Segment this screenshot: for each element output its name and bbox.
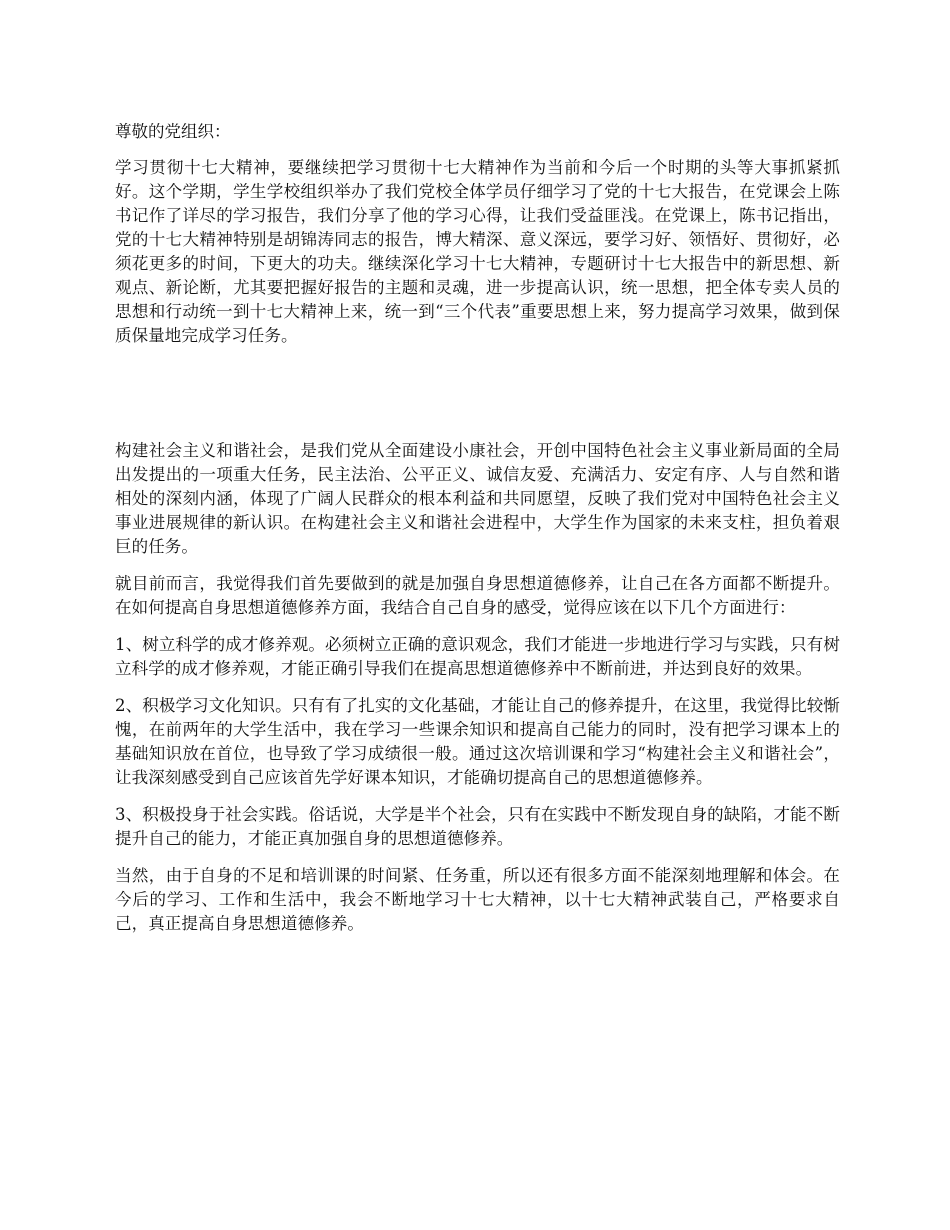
paragraph-point-2: 2、积极学习文化知识。只有有了扎实的文化基础，才能让自己的修养提升，在这里，我觉得比较惭愧，在前两年的大学生活中，我在学习一些课余知识和提高自己能力的同时，没有把学习课本上的基础知识放在首位，也导致了学习成绩很一般。通过这次培训课和学习“构建社会主义和谐社会”，让我深刻感受到自己应该首先学好课本知识，才能确切提高自己的思想道德修养。 [115, 696, 840, 787]
paragraph-point-3: 3、积极投身于社会实践。俗话说，大学是半个社会，只有在实践中不断发现自身的缺陷，才能不断提升自己的能力，才能正真加强自身的思想道德修养。 [115, 805, 840, 848]
paragraph-point-1: 1、树立科学的成才修养观。必须树立正确的意识观念，我们才能进一步地进行学习与实践，只有树立科学的成才修养观，才能正确引导我们在提高思想道德修养中不断前进，并达到良好的效果。 [115, 635, 840, 678]
salutation: 尊敬的党组织： [115, 122, 231, 141]
paragraph-self-improvement: 就目前而言，我觉得我们首先要做到的就是加强自身思想道德修养，让自己在各方面都不断提升。在如何提高自身思想道德修养方面，我结合自己自身的感受，觉得应该在以下几个方面进行： [115, 574, 840, 617]
paragraph-harmonious-society: 构建社会主义和谐社会，是我们党从全面建设小康社会，开创中国特色社会主义事业新局面的全局出发提出的一项重大任务，民主法治、公平正义、诚信友爱、充满活力、安定有序、人与自然和谐相处的深刻内涵，体现了广阔人民群众的根本利益和共同愿望，反映了我们党对中国特色社会主义事业进展规律的新认识。在构建社会主义和谐社会进程中，大学生作为国家的未来支柱，担负着艰巨的任务。 [115, 441, 840, 556]
paragraph-conclusion: 当然，由于自身的不足和培训课的时间紧、任务重，所以还有很多方面不能深刻地理解和体会。在今后的学习、工作和生活中，我会不断地学习十七大精神，以十七大精神武装自己，严格要求自己，真正提高自身思想道德修养。 [115, 866, 840, 933]
paragraph-study-report: 学习贯彻十七大精神，要继续把学习贯彻十七大精神作为当前和今后一个时期的头等大事抓紧抓好。这个学期，学生学校组织举办了我们党校全体学员仔细学习了党的十七大报告，在党课会上陈书记作了详尽的学习报告，我们分享了他的学习心得，让我们受益匪浅。在党课上，陈书记指出，党的十七大精神特别是胡锦涛同志的报告，博大精深、意义深远，要学习好、领悟好、贯彻好，必须花更多的时间，下更大的功夫。继续深化学习十七大精神，专题研讨十七大报告中的新思想、新观点、新论断，尤其要把握好报告的主题和灵魂，进一步提高认识，统一思想，把全体专卖人员的思想和行动统一到十七大精神上来，统一到“三个代表”重要思想上来，努力提高学习效果，做到保质保量地完成学习任务。 [115, 158, 840, 345]
document-body [115, 120, 840, 949]
section-gap [115, 361, 840, 439]
